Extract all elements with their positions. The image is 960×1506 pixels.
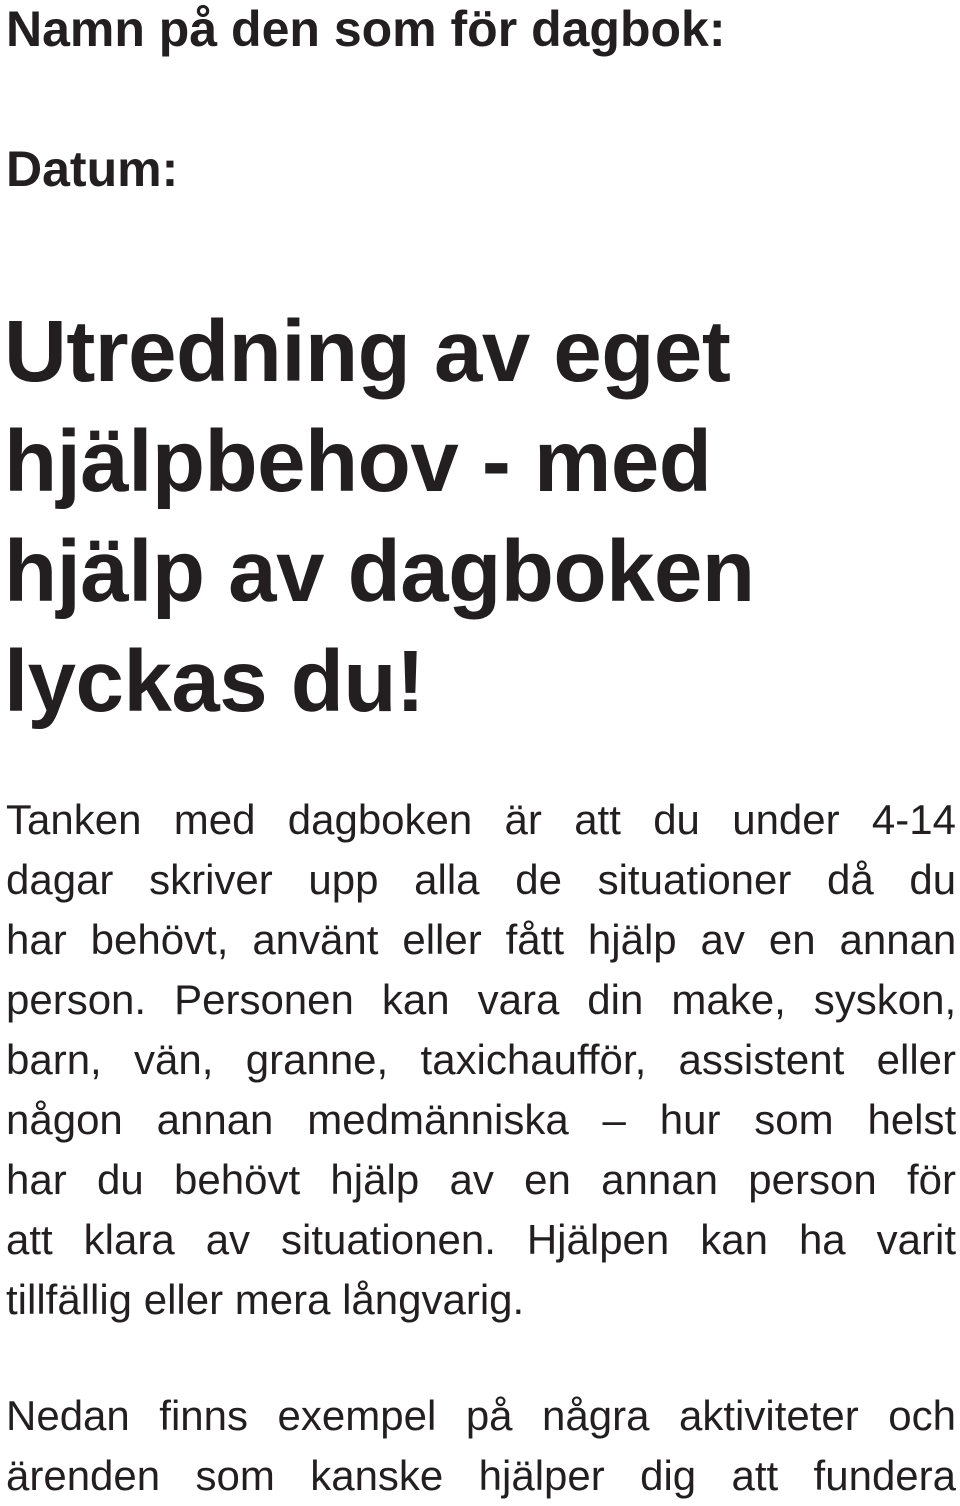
title-line: lyckas du! — [4, 633, 425, 730]
paragraph-line: att klara av situationen. Hjälpen kan ha varit — [6, 1216, 956, 1263]
paragraph-line: person. Personen kan vara din make, syskon, — [6, 976, 957, 1023]
date-label: Datum: — [6, 141, 179, 197]
paragraph-line: har du behövt hjälp av en annan person för — [6, 1156, 956, 1203]
diary-keeper-name-label: Namn på den som för dagbok: — [6, 1, 726, 57]
paragraph-line: barn, vän, granne, taxichaufför, assistent eller — [6, 1036, 956, 1083]
paragraph-line: Tanken med dagboken är att du under 4-14 — [6, 796, 956, 843]
paragraph-line: någon annan medmänniska – hur som helst — [6, 1096, 957, 1143]
paragraph-line: Nedan finns exempel på några aktiviteter och — [6, 1392, 956, 1439]
paragraph-line: har behövt, använt eller fått hjälp av en annan — [6, 916, 957, 963]
title-line: Utredning av eget — [4, 303, 731, 400]
paragraph-line: dagar skriver upp alla de situationer då du — [6, 856, 957, 903]
examples-paragraph — [6, 1386, 956, 1506]
title-line: hjälp av dagboken — [4, 523, 755, 620]
title-line: hjälpbehov - med — [4, 413, 712, 510]
paragraph-line: ärenden som kanske hjälper dig att fundera — [6, 1452, 956, 1499]
paragraph-line: tillfällig eller mera långvarig. — [6, 1276, 525, 1323]
intro-paragraph — [6, 790, 956, 1330]
page-title — [4, 297, 954, 737]
